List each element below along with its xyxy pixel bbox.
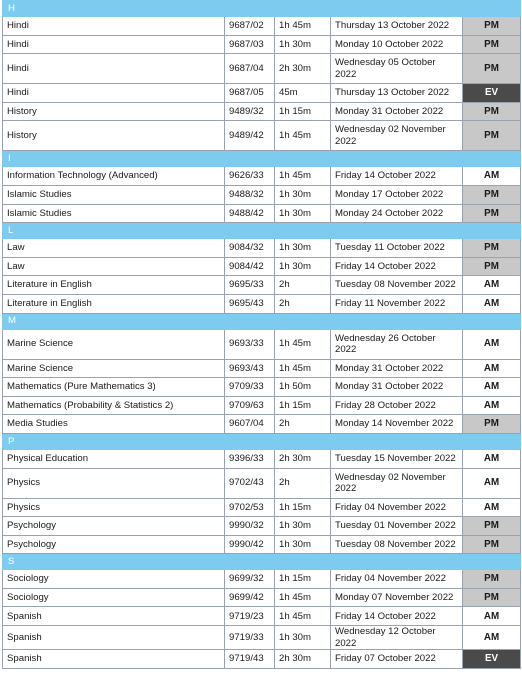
session-cell: AM: [463, 626, 521, 650]
code-cell: 9084/32: [225, 239, 275, 258]
subject-cell: Physical Education: [3, 449, 225, 468]
date-cell: Tuesday 01 November 2022: [331, 517, 463, 536]
session-cell: PM: [463, 517, 521, 536]
table-row: [3, 570, 521, 589]
exam-timetable: [2, 0, 521, 669]
duration-cell: 1h 30m: [275, 517, 331, 536]
date-cell: Tuesday 08 November 2022: [331, 535, 463, 554]
subject-cell: Hindi: [3, 35, 225, 54]
code-cell: 9990/42: [225, 535, 275, 554]
subject-cell: Islamic Studies: [3, 185, 225, 204]
table-row: [3, 468, 521, 498]
duration-cell: 2h: [275, 415, 331, 434]
duration-cell: 1h 30m: [275, 35, 331, 54]
subject-cell: History: [3, 102, 225, 121]
date-cell: Monday 14 November 2022: [331, 415, 463, 434]
duration-cell: 2h: [275, 294, 331, 313]
date-cell: Wednesday 26 October 2022: [331, 329, 463, 359]
date-cell: Wednesday 02 November 2022: [331, 121, 463, 151]
table-row: [3, 102, 521, 121]
code-cell: 9702/43: [225, 468, 275, 498]
date-cell: Friday 28 October 2022: [331, 396, 463, 415]
subject-cell: Literature in English: [3, 294, 225, 313]
session-cell: PM: [463, 54, 521, 84]
section-header: [3, 1, 521, 17]
code-cell: 9607/04: [225, 415, 275, 434]
subject-cell: Mathematics (Probability & Statistics 2): [3, 396, 225, 415]
timetable-body: [3, 1, 521, 669]
session-cell: EV: [463, 650, 521, 669]
table-row: [3, 607, 521, 626]
section-header: [3, 433, 521, 449]
session-cell: PM: [463, 415, 521, 434]
date-cell: Friday 11 November 2022: [331, 294, 463, 313]
table-row: [3, 535, 521, 554]
section-letter: S: [3, 554, 521, 570]
table-row: [3, 329, 521, 359]
subject-cell: Hindi: [3, 17, 225, 36]
section-header: [3, 151, 521, 167]
code-cell: 9990/32: [225, 517, 275, 536]
duration-cell: 1h 30m: [275, 239, 331, 258]
section-letter: I: [3, 151, 521, 167]
session-cell: PM: [463, 121, 521, 151]
table-row: [3, 35, 521, 54]
session-cell: PM: [463, 257, 521, 276]
subject-cell: Psychology: [3, 535, 225, 554]
duration-cell: 2h 30m: [275, 650, 331, 669]
subject-cell: Physics: [3, 468, 225, 498]
code-cell: 9488/32: [225, 185, 275, 204]
table-row: [3, 276, 521, 295]
subject-cell: Literature in English: [3, 276, 225, 295]
duration-cell: 1h 45m: [275, 17, 331, 36]
duration-cell: 1h 45m: [275, 121, 331, 151]
table-row: [3, 84, 521, 103]
date-cell: Monday 31 October 2022: [331, 378, 463, 397]
session-cell: AM: [463, 468, 521, 498]
code-cell: 9687/03: [225, 35, 275, 54]
table-row: [3, 378, 521, 397]
table-row: [3, 650, 521, 669]
table-row: [3, 359, 521, 378]
subject-cell: Spanish: [3, 650, 225, 669]
session-cell: PM: [463, 535, 521, 554]
session-cell: AM: [463, 498, 521, 517]
code-cell: 9687/04: [225, 54, 275, 84]
code-cell: 9396/33: [225, 449, 275, 468]
subject-cell: Information Technology (Advanced): [3, 167, 225, 186]
session-cell: AM: [463, 378, 521, 397]
duration-cell: 1h 15m: [275, 498, 331, 517]
code-cell: 9709/63: [225, 396, 275, 415]
section-header: [3, 554, 521, 570]
subject-cell: Law: [3, 239, 225, 258]
code-cell: 9709/33: [225, 378, 275, 397]
subject-cell: Mathematics (Pure Mathematics 3): [3, 378, 225, 397]
section-letter: M: [3, 313, 521, 329]
session-cell: AM: [463, 294, 521, 313]
table-row: [3, 415, 521, 434]
date-cell: Thursday 13 October 2022: [331, 84, 463, 103]
table-row: [3, 588, 521, 607]
code-cell: 9702/53: [225, 498, 275, 517]
code-cell: 9687/05: [225, 84, 275, 103]
session-cell: PM: [463, 35, 521, 54]
section-letter: P: [3, 433, 521, 449]
date-cell: Monday 17 October 2022: [331, 185, 463, 204]
date-cell: Friday 14 October 2022: [331, 257, 463, 276]
duration-cell: 1h 45m: [275, 588, 331, 607]
session-cell: AM: [463, 396, 521, 415]
table-row: [3, 185, 521, 204]
code-cell: 9699/42: [225, 588, 275, 607]
section-letter: L: [3, 223, 521, 239]
date-cell: Wednesday 12 October 2022: [331, 626, 463, 650]
date-cell: Wednesday 05 October 2022: [331, 54, 463, 84]
subject-cell: Psychology: [3, 517, 225, 536]
subject-cell: Spanish: [3, 626, 225, 650]
duration-cell: 1h 45m: [275, 607, 331, 626]
date-cell: Tuesday 15 November 2022: [331, 449, 463, 468]
table-row: [3, 257, 521, 276]
date-cell: Friday 07 October 2022: [331, 650, 463, 669]
subject-cell: Marine Science: [3, 329, 225, 359]
date-cell: Friday 14 October 2022: [331, 167, 463, 186]
date-cell: Monday 07 November 2022: [331, 588, 463, 607]
duration-cell: 2h 30m: [275, 54, 331, 84]
date-cell: Friday 04 November 2022: [331, 498, 463, 517]
subject-cell: Hindi: [3, 54, 225, 84]
date-cell: Monday 10 October 2022: [331, 35, 463, 54]
table-row: [3, 396, 521, 415]
subject-cell: Sociology: [3, 588, 225, 607]
session-cell: PM: [463, 17, 521, 36]
session-cell: EV: [463, 84, 521, 103]
date-cell: Thursday 13 October 2022: [331, 17, 463, 36]
section-header: [3, 313, 521, 329]
session-cell: PM: [463, 185, 521, 204]
session-cell: AM: [463, 359, 521, 378]
subject-cell: Hindi: [3, 84, 225, 103]
code-cell: 9687/02: [225, 17, 275, 36]
table-row: [3, 54, 521, 84]
session-cell: AM: [463, 449, 521, 468]
duration-cell: 1h 15m: [275, 102, 331, 121]
session-cell: AM: [463, 329, 521, 359]
duration-cell: 1h 50m: [275, 378, 331, 397]
duration-cell: 1h 30m: [275, 626, 331, 650]
code-cell: 9719/43: [225, 650, 275, 669]
table-row: [3, 294, 521, 313]
table-row: [3, 239, 521, 258]
subject-cell: Sociology: [3, 570, 225, 589]
session-cell: AM: [463, 276, 521, 295]
date-cell: Monday 31 October 2022: [331, 359, 463, 378]
code-cell: 9719/33: [225, 626, 275, 650]
duration-cell: 2h 30m: [275, 449, 331, 468]
subject-cell: Media Studies: [3, 415, 225, 434]
subject-cell: Spanish: [3, 607, 225, 626]
table-row: [3, 17, 521, 36]
date-cell: Wednesday 02 November 2022: [331, 468, 463, 498]
session-cell: PM: [463, 102, 521, 121]
duration-cell: 1h 30m: [275, 204, 331, 223]
table-row: [3, 449, 521, 468]
subject-cell: Marine Science: [3, 359, 225, 378]
table-row: [3, 517, 521, 536]
duration-cell: 1h 45m: [275, 329, 331, 359]
duration-cell: 1h 30m: [275, 185, 331, 204]
subject-cell: Physics: [3, 498, 225, 517]
duration-cell: 1h 45m: [275, 167, 331, 186]
date-cell: Monday 31 October 2022: [331, 102, 463, 121]
duration-cell: 1h 45m: [275, 359, 331, 378]
code-cell: 9693/43: [225, 359, 275, 378]
duration-cell: 1h 15m: [275, 570, 331, 589]
date-cell: Friday 04 November 2022: [331, 570, 463, 589]
table-row: [3, 498, 521, 517]
date-cell: Tuesday 08 November 2022: [331, 276, 463, 295]
code-cell: 9693/33: [225, 329, 275, 359]
code-cell: 9699/32: [225, 570, 275, 589]
duration-cell: 1h 30m: [275, 257, 331, 276]
code-cell: 9695/33: [225, 276, 275, 295]
session-cell: AM: [463, 607, 521, 626]
code-cell: 9626/33: [225, 167, 275, 186]
duration-cell: 1h 30m: [275, 535, 331, 554]
code-cell: 9719/23: [225, 607, 275, 626]
subject-cell: Islamic Studies: [3, 204, 225, 223]
section-letter: H: [3, 1, 521, 17]
duration-cell: 2h: [275, 276, 331, 295]
table-row: [3, 167, 521, 186]
subject-cell: Law: [3, 257, 225, 276]
session-cell: PM: [463, 570, 521, 589]
session-cell: PM: [463, 239, 521, 258]
section-header: [3, 223, 521, 239]
date-cell: Tuesday 11 October 2022: [331, 239, 463, 258]
date-cell: Friday 14 October 2022: [331, 607, 463, 626]
date-cell: Monday 24 October 2022: [331, 204, 463, 223]
code-cell: 9488/42: [225, 204, 275, 223]
code-cell: 9695/43: [225, 294, 275, 313]
duration-cell: 1h 15m: [275, 396, 331, 415]
code-cell: 9084/42: [225, 257, 275, 276]
code-cell: 9489/32: [225, 102, 275, 121]
table-row: [3, 121, 521, 151]
session-cell: PM: [463, 588, 521, 607]
table-row: [3, 204, 521, 223]
subject-cell: History: [3, 121, 225, 151]
duration-cell: 2h: [275, 468, 331, 498]
table-row: [3, 626, 521, 650]
session-cell: PM: [463, 204, 521, 223]
code-cell: 9489/42: [225, 121, 275, 151]
duration-cell: 45m: [275, 84, 331, 103]
session-cell: AM: [463, 167, 521, 186]
